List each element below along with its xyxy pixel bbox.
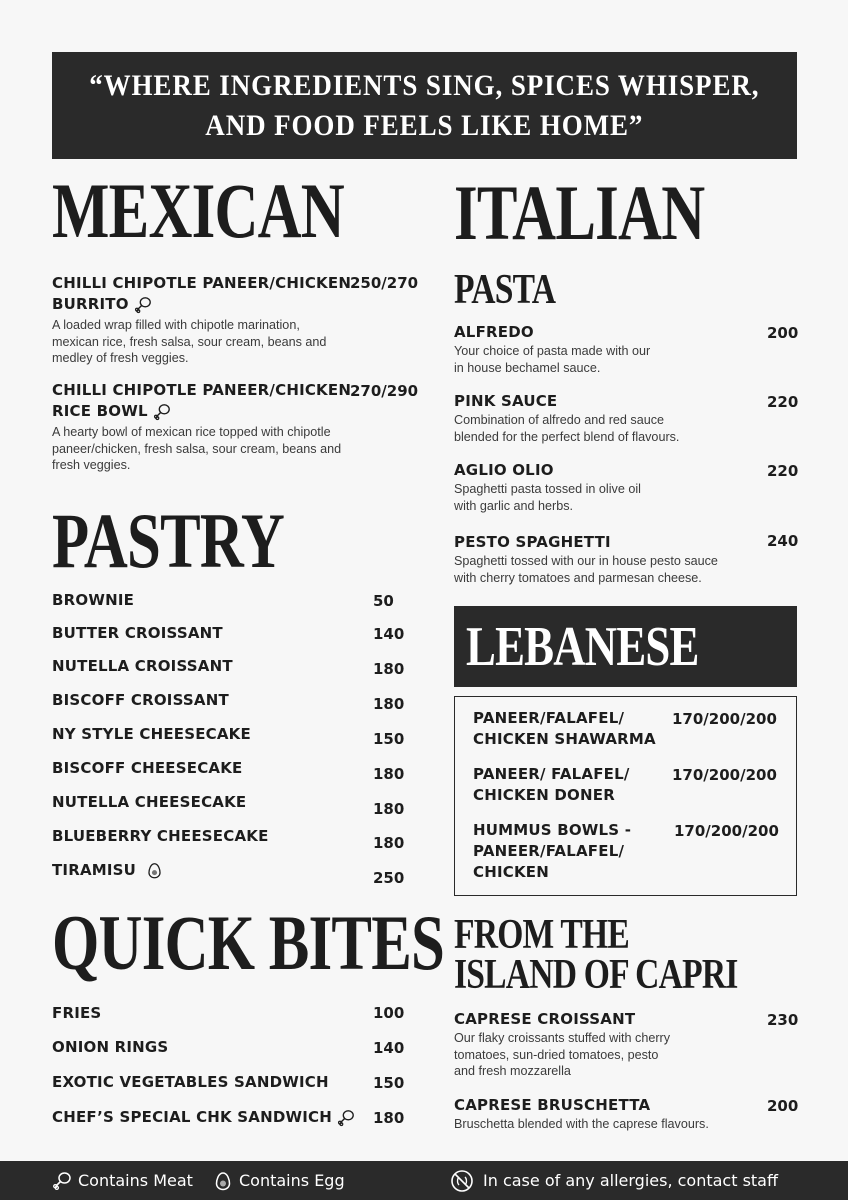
item-description-line: tomatoes, sun-dried tomatoes, pesto [454, 1047, 659, 1062]
item-name: PINK SAUCE [454, 392, 558, 410]
item-description-line: in house bechamel sauce. [454, 360, 601, 375]
item-name: PESTO SPAGHETTI [454, 533, 611, 551]
menu-item-burrito [52, 273, 352, 367]
footer-bar [0, 1161, 848, 1200]
item-price: 270/290 [350, 382, 419, 400]
menu-item-rice-bowl [52, 380, 362, 474]
legend-egg [213, 1161, 345, 1200]
quick-bite-name: FRIES [52, 1004, 102, 1022]
drumstick-icon [134, 296, 152, 314]
item-price: 200 [767, 1097, 799, 1115]
pastry-item-tiramisu: TIRAMISU [52, 860, 163, 881]
lebanese-title: LEBANESE [466, 615, 699, 678]
lebanese-item-price: 170/200/200 [672, 710, 777, 728]
legend-meat-label: Contains Meat [78, 1171, 193, 1190]
allergy-icon [450, 1169, 474, 1193]
drumstick-icon [153, 403, 171, 421]
item-description-line: with cherry tomatoes and parmesan cheese. [454, 570, 702, 585]
lebanese-item-shawarma: PANEER/FALAFEL/ CHICKEN SHAWARMA [473, 709, 656, 748]
menu-item-caprese-croissant [454, 1009, 670, 1080]
lebanese-header [454, 606, 797, 687]
pastry-item-price: 250 [373, 869, 405, 887]
item-price: 240 [767, 532, 799, 550]
item-name: AGLIO OLIO [454, 461, 554, 479]
menu-item-caprese-bruschetta [454, 1095, 709, 1133]
menu-item-pink-sauce [454, 391, 679, 445]
mexican-title: MEXICAN [52, 167, 344, 254]
item-description: A hearty bowl of mexican rice topped with chipotle paneer/chicken, fresh salsa, sour cream, beans and fresh veggies. [52, 425, 342, 472]
quick-bite-price: 140 [373, 1039, 405, 1057]
menu-item-aglio-olio [454, 460, 641, 514]
allergy-notice-text: In case of any allergies, contact staff [483, 1171, 779, 1190]
italian-title: ITALIAN [454, 169, 705, 256]
item-description-line: blended for the perfect blend of flavours. [454, 429, 680, 444]
menu-item-pesto-spaghetti [454, 532, 718, 586]
pastry-item-name: BISCOFF CHEESECAKE [52, 759, 243, 777]
legend-egg-label: Contains Egg [239, 1171, 345, 1190]
item-description-line: Our flaky croissants stuffed with cherry [454, 1031, 671, 1045]
lebanese-item-price: 170/200/200 [674, 822, 779, 840]
item-price: 200 [767, 324, 799, 342]
pastry-item-name: BUTTER CROISSANT [52, 624, 223, 642]
item-description: A loaded wrap filled with chipotle marination, mexican rice, fresh salsa, sour cream, beans and medley of fresh veggies. [52, 318, 327, 365]
lebanese-item-hummus-bowls: HUMMUS BOWLS - PANEER/FALAFEL/ CHICKEN [473, 821, 632, 881]
item-description-line: Spaghetti pasta tossed in olive oil [454, 482, 641, 496]
allergy-notice [450, 1161, 778, 1200]
quick-bite-price: 180 [373, 1109, 405, 1127]
item-price: 220 [767, 393, 799, 411]
pastry-title: PASTRY [52, 497, 285, 584]
pastry-item-price: 140 [373, 625, 405, 643]
legend-meat [52, 1161, 193, 1200]
capri-title-line-1: FROM THE [454, 912, 629, 958]
menu-item-alfredo [454, 322, 650, 376]
item-name: ALFREDO [454, 323, 534, 341]
item-description-line: Bruschetta blended with the caprese flavours. [454, 1117, 709, 1131]
pastry-item-price: 150 [373, 730, 405, 748]
capri-title-line-2: ISLAND OF CAPRI [454, 952, 738, 998]
drumstick-icon [337, 1109, 355, 1127]
item-description-line: with garlic and herbs. [454, 498, 574, 513]
pastry-item-name: BISCOFF CROISSANT [52, 691, 229, 709]
pastry-item-price: 180 [373, 800, 405, 818]
item-name: CAPRESE CROISSANT [454, 1010, 636, 1028]
pastry-item-name: NY STYLE CHEESECAKE [52, 725, 251, 743]
item-price: 250/270 [350, 274, 419, 292]
item-price: 220 [767, 462, 799, 480]
item-description-line: Combination of alfredo and red sauce [454, 413, 665, 427]
quote-line-1: “WHERE INGREDIENTS SING, SPICES WHISPER, [89, 68, 760, 102]
quote-line-2: AND FOOD FEELS LIKE HOME” [205, 108, 644, 142]
egg-icon [213, 1171, 233, 1191]
item-price: 230 [767, 1011, 799, 1029]
lebanese-item-price: 170/200/200 [672, 766, 777, 784]
quote-banner [52, 52, 797, 159]
quote-text [89, 66, 759, 146]
quick-bites-title: QUICK BITES [52, 899, 445, 986]
lebanese-item-doner: PANEER/ FALAFEL/ CHICKEN DONER [473, 765, 630, 804]
drumstick-icon [52, 1171, 72, 1191]
pastry-item-name: BROWNIE [52, 591, 135, 609]
pastry-item-price: 180 [373, 660, 405, 678]
quick-bite-price: 100 [373, 1004, 405, 1022]
quick-bite-name: EXOTIC VEGETABLES SANDWICH [52, 1073, 329, 1091]
pasta-subtitle: PASTA [454, 267, 556, 313]
quick-bite-chef-special: CHEF’S SPECIAL CHK SANDWICH [52, 1107, 355, 1128]
pastry-item-price: 180 [373, 765, 405, 783]
pastry-item-name: NUTELLA CROISSANT [52, 657, 233, 675]
item-name: CHILLI CHIPOTLE PANEER/CHICKEN BURRITO [52, 274, 352, 313]
item-name: CAPRESE BRUSCHETTA [454, 1096, 651, 1114]
pastry-item-name: NUTELLA CHEESECAKE [52, 793, 247, 811]
pastry-item-name: BLUEBERRY CHEESECAKE [52, 827, 269, 845]
egg-icon [146, 862, 163, 879]
item-description-line: Spaghetti tossed with our in house pesto sauce [454, 554, 718, 568]
quick-bite-name: ONION RINGS [52, 1038, 169, 1056]
pastry-item-price: 180 [373, 695, 405, 713]
pastry-item-price: 50 [373, 592, 394, 610]
pastry-item-price: 180 [373, 834, 405, 852]
item-description-line: and fresh mozzarella [454, 1064, 571, 1078]
item-name: CHILLI CHIPOTLE PANEER/CHICKEN RICE BOWL [52, 381, 352, 420]
quick-bite-price: 150 [373, 1074, 405, 1092]
item-description-line: Your choice of pasta made with our [454, 344, 651, 358]
